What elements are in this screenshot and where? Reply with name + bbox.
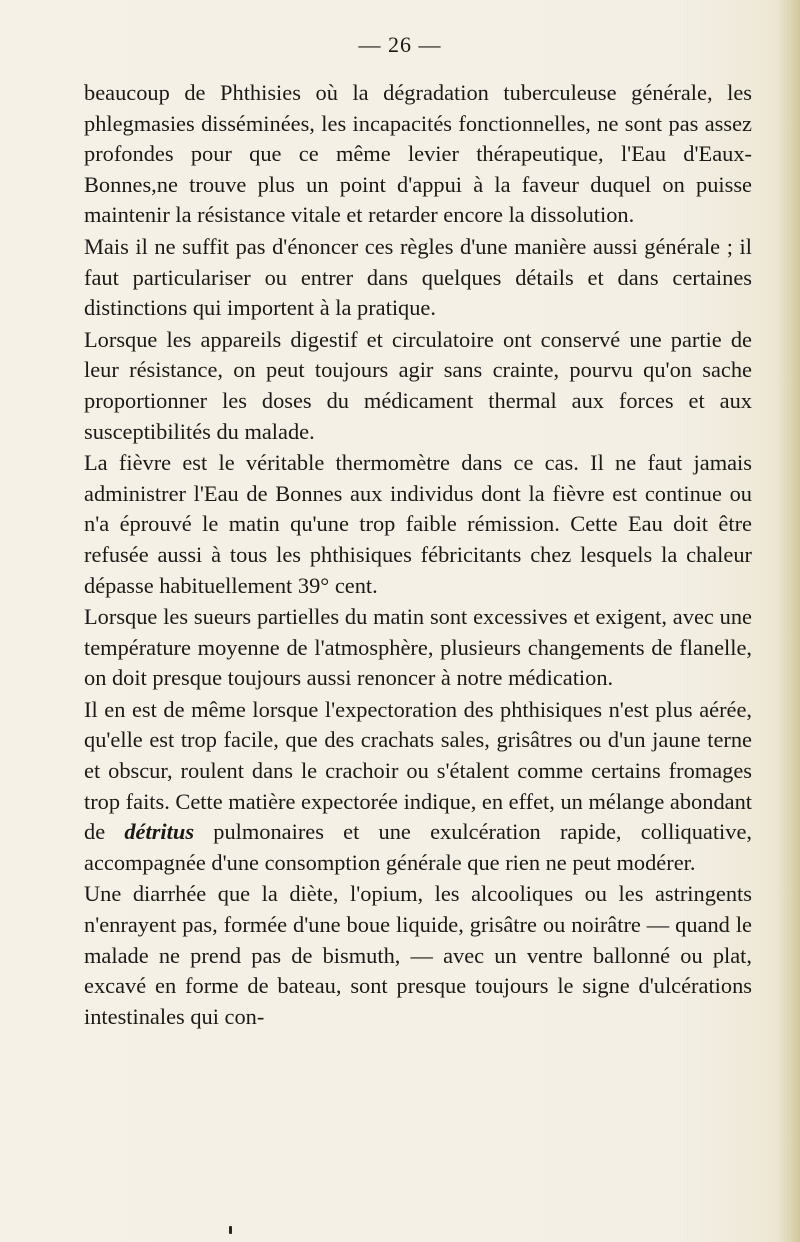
paragraph-2: Mais il ne suffit pas d'énoncer ces règles d'une manière aussi générale ; il faut particulariser ou entrer dans quelques détails et dans certaines distinctions qui importent à la pratique.	[84, 233, 752, 321]
paragraph-6-start: Il en est de même lorsque l'expectoration des phthisiques n'est plus aérée, qu'elle est trop facile, que des crachats sales, grisâtres ou d'un jaune terne et obscur, roulent dans le crachoir ou s'étalent comme certains fromages trop faits. Cette matière expectorée indique, en effet, un mélange abondant de	[84, 696, 752, 845]
ink-speck	[229, 1226, 232, 1234]
page-number: — 26 —	[358, 32, 442, 57]
emphasis-detritus: détritus	[124, 819, 195, 845]
page-edge-stain	[778, 0, 800, 1242]
paragraph-6	[84, 695, 752, 879]
paragraph-7: Une diarrhée que la diète, l'opium, les alcooliques ou les astringents n'enrayent pas, formée d'une boue liquide, grisâtre ou noirâtre — quand le malade ne prend pas de bismuth, — avec un ventre ballonné ou plat, excavé en forme de bateau, sont presque toujours le signe d'ulcérations intestinales qui con-	[84, 881, 752, 1029]
paragraph-4: La fièvre est le véritable thermomètre dans ce cas. Il ne faut jamais administrer l'Eau de Bonnes aux individus dont la fièvre est continue ou n'a éprouvé le matin qu'une trop faible rémission. Cette Eau doit être refusée aussi à tous les phthisiques fébricitants chez lesquels la chaleur dépasse habituellement 39° cent.	[84, 450, 752, 598]
paragraph-6-end: pulmonaires et une exulcération rapide, colliquative, accompagnée d'une consomption générale que rien ne peut modérer.	[84, 819, 753, 875]
paragraph-3: Lorsque les appareils digestif et circulatoire ont conservé une partie de leur résistance, on peut toujours agir sans crainte, pourvu qu'on sache proportionner les doses du médicament thermal aux forces et aux susceptibilités du malade.	[84, 326, 752, 444]
paragraph-5: Lorsque les sueurs partielles du matin sont excessives et exigent, avec une température moyenne de l'atmosphère, plusieurs changements de flanelle, on doit presque toujours aussi renoncer à notre médication.	[84, 604, 752, 691]
body-text	[84, 78, 752, 1032]
paragraph-1: beaucoup de Phthisies où la dégradation tuberculeuse générale, les phlegmasies disséminées, les incapacités fonctionnelles, ne sont pas assez profondes pour que ce même levier thérapeutique, l'Eau d'Eaux-Bonnes,ne trouve plus un point d'appui à la faveur duquel on puisse maintenir la résistance vitale et retarder encore la dissolution.	[84, 80, 752, 228]
